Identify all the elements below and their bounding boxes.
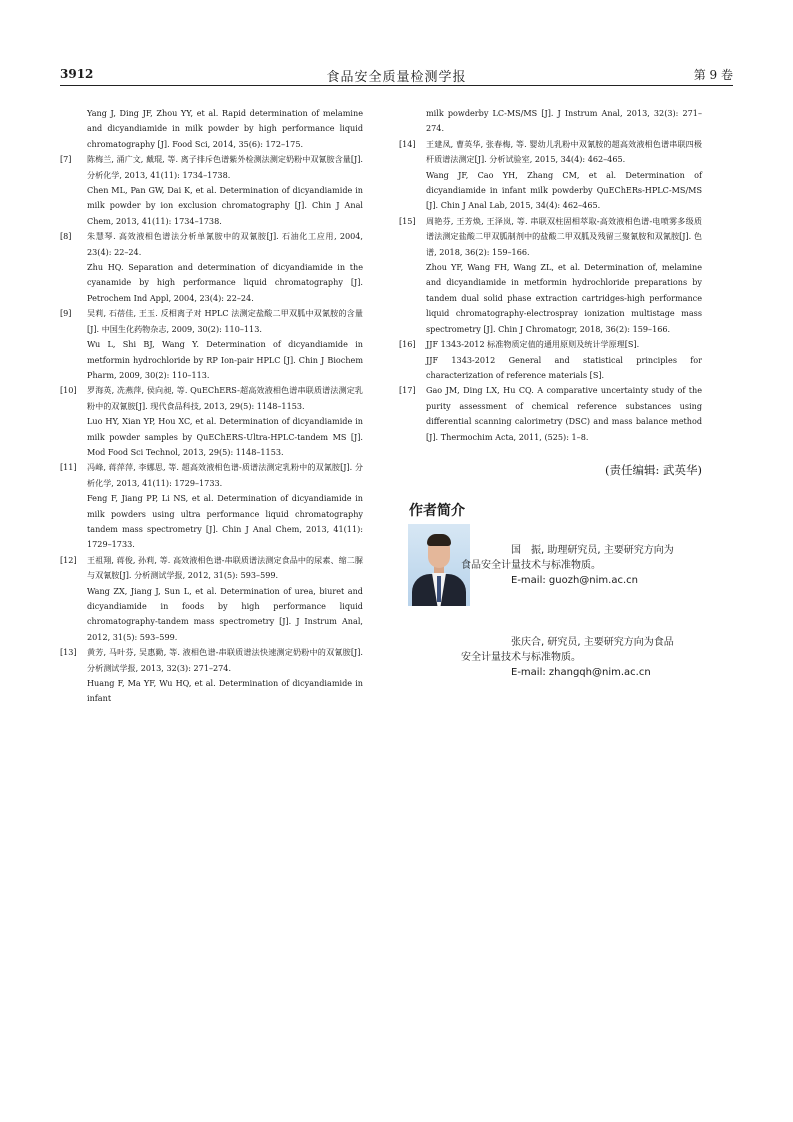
reference-item: [399, 137, 702, 214]
reference-chinese: JJF 1343-2012 标准物质定值的通用原则及统计学原理[S].: [426, 339, 640, 350]
reference-item: [60, 106, 363, 152]
author-section-title: 作者简介: [409, 503, 465, 519]
reference-chinese: 陈梅兰, 涌广文, 戴琨, 等. 离子排斥色谱紫外检测法测定奶粉中双氰胺含量[J]. 分析化学, 2013, 41(11): 1734–1738.: [87, 154, 363, 180]
reference-item: [60, 383, 363, 460]
reference-english: Huang F, Ma YF, Wu HQ, et al. Determination of dicyandiamide in infant: [87, 678, 363, 704]
reference-item: [60, 460, 363, 552]
reference-english: Zhou YF, Wang FH, Wang ZL, et al. Determination of, melamine and dicyandiamide in metformin hydrochloride preparations by tandem dual solid phase extraction cartridges-high performance liquid chromatography-electrospray ionization multistage mass spectrometry [J]. Chin J Chromatogr, 2018, 36(2): 159–166.: [426, 262, 702, 334]
reference-number: [8]: [60, 231, 72, 242]
reference-english: Feng F, Jiang PP, Li NS, et al. Determination of dicyandiamide in milk powders using ultra performance liquid chromatography tandem mass spectrometry [J]. Chin J Anal Chem, 2013, 41(11): 1729–1733.: [87, 493, 363, 550]
reference-number: [14]: [399, 138, 416, 149]
author-bio-1: [461, 543, 709, 588]
photo-hair: [427, 534, 451, 546]
reference-number: [11]: [60, 462, 77, 473]
author-bio-1-line2: 食品安全计量技术与标准物质。: [461, 560, 601, 571]
references-right-column: [399, 106, 702, 445]
reference-number: [10]: [60, 385, 77, 396]
reference-item: [60, 645, 363, 707]
reference-english: Luo HY, Xian YP, Hou XC, et al. Determination of dicyandiamide in milk powder samples by QuEChERS-Ultra-HPLC-tandem MS [J]. Mod Food Sci Technol, 2013, 29(5): 1148–1153.: [87, 416, 363, 457]
reference-item: [399, 337, 702, 383]
reference-english: Wang JF, Cao YH, Zhang CM, et al. Determination of dicyandiamide in infant milk powderby QuEChERs-HPLC-MS/MS [J]. Chin J Anal Lab, 2015, 34(4): 462–465.: [426, 169, 702, 211]
reference-item: [399, 383, 702, 445]
author-bio-1-line1: 国 振, 助理研究员, 主要研究方向为: [511, 545, 674, 556]
reference-item: [60, 152, 363, 229]
author-bio-2: [461, 635, 709, 680]
reference-item: [60, 306, 363, 383]
reference-chinese: 罗海英, 冼燕萍, 侯向昶, 等. QuEChERS-超高效液相色谱串联质谱法测定乳粉中的双氰胺[J]. 现代食品科技, 2013, 29(5): 1148–1153.: [87, 385, 363, 411]
reference-number: [13]: [60, 647, 77, 658]
photo-tie: [437, 576, 441, 602]
reference-english: Wang ZX, Jiang J, Sun L, et al. Determination of urea, biuret and dicyandiamide in foods by high performance liquid chromatography-tandem mass spectrometry [J]. J Instrum Anal, 2012, 31(5): 593–599.: [87, 585, 363, 642]
responsible-editor-note: (责任编辑: 武英华): [604, 463, 702, 477]
references-left-column: [60, 106, 363, 707]
reference-english: Zhu HQ. Separation and determination of dicyandiamide in the cyanamide by high performance liquid chromatography [J]. Petrochem Ind Appl, 2004, 23(4): 22–24.: [87, 262, 363, 303]
author-bio-1-email: E-mail: guozh@nim.ac.cn: [511, 575, 638, 586]
reference-chinese: 王祖翔, 蒋俊, 孙莉, 等. 高效液相色谱-串联质谱法测定食品中的尿素、缩二脲与双氰胺[J]. 分析测试学报, 2012, 31(5): 593–599.: [87, 554, 363, 581]
reference-item: [399, 214, 702, 337]
reference-item: [60, 229, 363, 306]
author-bio-2-line2: 安全计量技术与标准物质。: [461, 652, 581, 663]
reference-number: [17]: [399, 385, 416, 396]
reference-item: [60, 553, 363, 645]
reference-english: Chen ML, Pan GW, Dai K, et al. Determination of dicyandiamide in milk powder by ion exclusion chromatography [J]. Chin J Anal Chem, 2013, 41(11): 1734–1738.: [87, 185, 363, 226]
reference-english: Wu L, Shi BJ, Wang Y. Determination of dicyandiamide in metformin hydrochloride by RP Ion-pair HPLC [J]. Chin J Biochem Pharm, 2009, 30(2): 110–113.: [87, 339, 363, 380]
reference-chinese: 黄芳, 马叶芬, 吴惠勤, 等. 液相色谱-串联质谱法快速测定奶粉中的双氰胺[J]. 分析测试学报, 2013, 32(3): 271–274.: [87, 647, 363, 673]
author-bio-2-email: E-mail: zhangqh@nim.ac.cn: [511, 667, 651, 678]
volume-label: 第 9 卷: [693, 68, 733, 82]
reference-chinese: 冯峰, 蒋萍萍, 李娜思, 等. 超高效液相色谱-质谱法测定乳粉中的双氰胺[J]. 分析化学, 2013, 41(11): 1729–1733.: [87, 462, 363, 488]
reference-english: JJF 1343-2012 General and statistical principles for characterization of reference materials [S].: [426, 354, 702, 380]
reference-number: [12]: [60, 554, 77, 565]
journal-title: 食品安全质量检测学报: [326, 70, 467, 85]
reference-chinese: 王建凤, 曹英华, 张春梅, 等. 婴幼儿乳粉中双氰胺的超高效液相色谱串联四极杆质谱法测定[J]. 分析试验室, 2015, 34(4): 462–465.: [426, 138, 702, 165]
reference-item: [399, 106, 702, 137]
reference-english: Gao JM, Ding LX, Hu CQ. A comparative uncertainty study of the purity assessment of chemical reference substances using differential scanning calorimetry (DSC) and mass balance method [J]. Thermochim Acta, 2011, (525): 1–8.: [426, 385, 702, 442]
reference-number: [9]: [60, 308, 72, 319]
author-bio-2-line1: 张庆合, 研究员, 主要研究方向为食品: [511, 637, 674, 648]
reference-number: [15]: [399, 215, 416, 226]
reference-chinese: 周艳芬, 王芳焕, 王泽岚, 等. 串联双柱固相萃取-高效液相色谱-电喷雾多级质谱法测定盐酸二甲双胍制剂中的盐酸二甲双胍及残留三聚氰胺和双氰胺[J]. 色谱, 2018, 36(2): 159–166.: [426, 215, 702, 257]
reference-chinese: 朱慧琴. 高效液相色谱法分析单氰胺中的双氰胺[J]. 石油化工应用, 2004, 23(4): 22–24.: [87, 231, 363, 257]
reference-chinese: 吴莉, 石蓓佳, 王玉. 反相离子对 HPLC 法测定盐酸二甲双胍中双氰胺的含量[J]. 中国生化药物杂志, 2009, 30(2): 110–113.: [87, 308, 363, 334]
reference-english: milk powderby LC-MS/MS [J]. J Instrum Anal, 2013, 32(3): 271–274.: [426, 108, 702, 134]
reference-english: Yang J, Ding JF, Zhou YY, et al. Rapid determination of melamine and dicyandiamide in milk powder by high performance liquid chromatography [J]. Food Sci, 2014, 35(6): 172–175.: [87, 108, 363, 149]
reference-number: [7]: [60, 154, 72, 165]
page-number: 3912: [60, 67, 94, 81]
page-header: [60, 63, 733, 86]
reference-number: [16]: [399, 339, 416, 350]
